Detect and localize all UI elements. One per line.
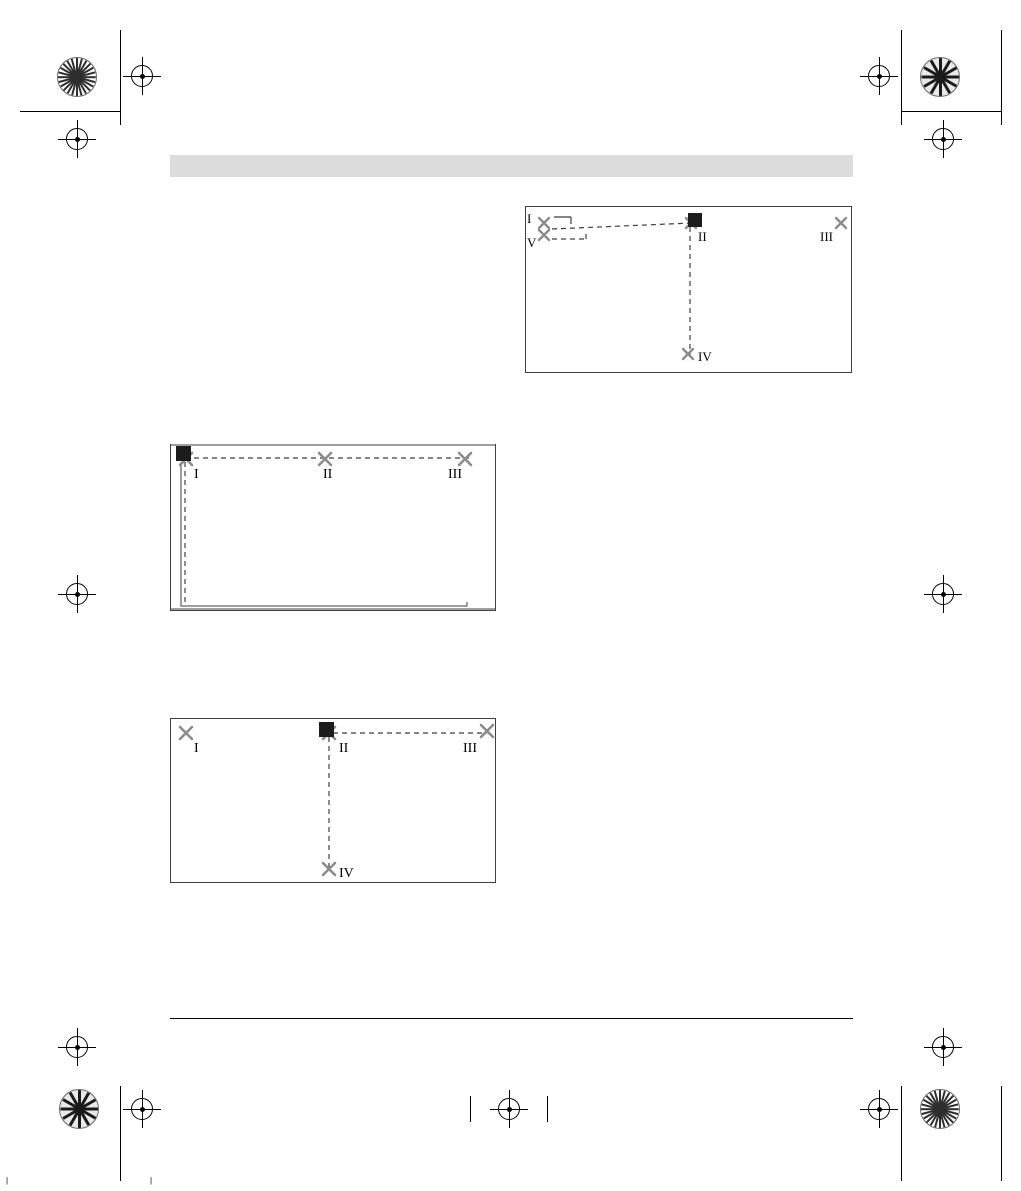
registration-burst-bottom-left — [59, 1089, 99, 1129]
trim-line-top-right — [901, 111, 1001, 112]
figure-screen-top-right — [525, 206, 852, 373]
registration-crosshair-bottom-right-inner — [868, 1098, 890, 1120]
registration-crosshair-left-lower — [66, 1036, 88, 1058]
registration-burst-bottom-right — [920, 1089, 960, 1129]
svg-text:II: II — [323, 467, 333, 482]
registration-crosshair-top-left-inner — [131, 65, 153, 87]
registration-crosshair-bottom-center — [498, 1098, 520, 1120]
svg-text:V: V — [527, 235, 537, 250]
trim-line-right-outer-2 — [901, 1086, 902, 1181]
registration-burst-top-right — [920, 57, 960, 97]
svg-text:I: I — [527, 211, 532, 226]
trim-line-right-edge — [1001, 30, 1002, 125]
trim-line-left-outer — [120, 30, 121, 125]
svg-text:III: III — [820, 229, 833, 244]
edge-tick-bottom-left-2: | — [150, 1176, 153, 1185]
registration-crosshair-right-lower — [932, 1036, 954, 1058]
svg-text:I: I — [194, 467, 199, 482]
registration-crosshair-bottom-left-inner — [131, 1098, 153, 1120]
svg-text:IV: IV — [698, 349, 712, 364]
svg-text:III: III — [448, 467, 462, 482]
cursor-marker — [688, 213, 702, 227]
registration-burst-top-left — [57, 57, 97, 97]
footer-rule — [170, 1018, 853, 1019]
svg-text:IV: IV — [339, 866, 354, 881]
svg-text:I: I — [194, 741, 199, 756]
cursor-marker — [319, 722, 334, 737]
trim-line-left-outer-2 — [120, 1086, 121, 1181]
cursor-marker — [176, 446, 191, 461]
edge-tick-bottom-left: | — [6, 1176, 9, 1185]
registration-crosshair-right-upper — [932, 128, 954, 150]
svg-text:II: II — [698, 229, 707, 244]
registration-crosshair-right-middle — [932, 583, 954, 605]
trim-line-right-edge-2 — [1001, 1086, 1002, 1181]
registration-crosshair-left-upper — [66, 128, 88, 150]
trim-line-top-left — [20, 111, 120, 112]
figure-middle-left-graphic — [171, 444, 495, 610]
figure-bottom-left-graphic — [171, 719, 495, 882]
trim-line-bottom-center — [470, 1096, 471, 1122]
figure-screen-bottom-left — [170, 718, 496, 883]
svg-text:III: III — [463, 741, 477, 756]
registration-crosshair-left-middle — [66, 583, 88, 605]
header-band — [170, 155, 853, 177]
registration-crosshair-top-right-inner — [868, 65, 890, 87]
svg-text:II: II — [339, 741, 349, 756]
figure-top-right-graphic — [526, 207, 851, 372]
figure-screen-middle-left — [170, 444, 496, 611]
trim-line-bottom-center-2 — [547, 1096, 548, 1122]
